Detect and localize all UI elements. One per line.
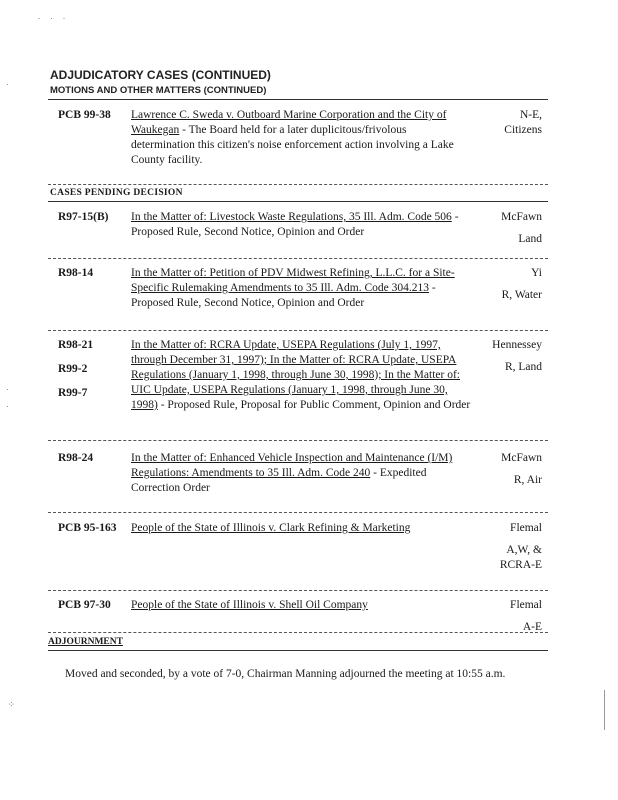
scan-speck: ⁘ (8, 700, 19, 709)
scan-speck: . . . (38, 12, 70, 21)
assignee: Yi (531, 267, 542, 279)
case-number-list (58, 598, 130, 622)
scan-speck: · (6, 402, 13, 411)
case-number-list (58, 521, 130, 545)
divider (48, 440, 548, 441)
divider (48, 258, 548, 259)
case-description (131, 210, 471, 240)
case-action: - The Board held for a later duplicitous/frivolous determination this citizen's noise enforcement action involving a Lake County facility. (131, 124, 454, 166)
section-heading-adjournment: ADJOURNMENT (48, 637, 123, 647)
case-description (131, 521, 471, 536)
case-category: R, Water (501, 289, 542, 301)
case-title: In the Matter of: Livestock Waste Regulations, 35 Ill. Adm. Code 506 (131, 211, 452, 223)
page-heading: ADJUDICATORY CASES (CONTINUED) (50, 68, 271, 82)
case-number-list (58, 266, 130, 290)
case-number-list (58, 108, 130, 132)
case-category: R, Land (504, 361, 542, 373)
divider (48, 184, 548, 185)
section-rule (48, 650, 548, 651)
scan-speck: · (6, 80, 13, 89)
case-title: In the Matter of: Enhanced Vehicle Inspection and Maintenance (I/M) Regulations: Amendments to 35 Ill. Adm. Code 240 (131, 452, 453, 479)
case-number: R98-24 (58, 452, 94, 464)
case-number-list (58, 338, 130, 410)
case-number: PCB 99-38 (58, 109, 111, 121)
assignee: N-E, (519, 109, 542, 121)
case-assignment (470, 266, 542, 303)
case-description (131, 598, 471, 613)
case-title: People of the State of Illinois v. Shell Oil Company (131, 599, 368, 611)
case-number-list (58, 210, 130, 234)
assignee: Flemal (510, 599, 542, 611)
case-description (131, 266, 471, 311)
case-number: R98-21 (58, 339, 94, 351)
case-assignment (470, 338, 542, 375)
case-number: R98-14 (58, 267, 94, 279)
case-number: R99-2 (58, 363, 88, 375)
case-category: A-E (522, 621, 542, 633)
case-assignment (470, 598, 542, 635)
case-title: In the Matter of: Petition of PDV Midwest Refining, L.L.C. for a Site-Specific Rulemaking Amendments to 35 Ill. Adm. Code 304.213 (131, 267, 455, 294)
case-title: In the Matter of: RCRA Update, USEPA Regulations (July 1, 1997, through December 31, 1997); In the Matter of: RCRA Update, USEPA Regulations (January 1, 1998, through June 30, 1998); In the Matter of: UIC Update, USEPA Regulations (January 1, 1998, through June 30, 1998) (131, 339, 460, 411)
case-action: - Proposed Rule, Second Notice, Opinion and Order (131, 211, 459, 238)
section-rule (48, 201, 548, 202)
case-number: PCB 97-30 (58, 599, 111, 611)
case-description (131, 108, 471, 168)
case-action: - Proposed Rule, Proposal for Public Comment, Opinion and Order (157, 399, 471, 411)
case-assignment (470, 521, 542, 573)
case-number-list (58, 451, 130, 475)
case-category: Citizens (504, 124, 542, 136)
case-category: Land (518, 233, 542, 245)
scan-edge-mark (604, 690, 605, 730)
case-number: R99-7 (58, 387, 88, 399)
case-assignment (470, 210, 542, 247)
case-description (131, 451, 471, 496)
closing-statement: Moved and seconded, by a vote of 7-0, Chairman Manning adjourned the meeting at 10:55 a.m. (65, 668, 506, 680)
page-subheading: MOTIONS AND OTHER MATTERS (CONTINUED) (50, 85, 267, 96)
assignee: McFawn (501, 452, 542, 464)
case-category: R, Air (513, 474, 542, 486)
case-title: Lawrence C. Sweda v. Outboard Marine Corporation and the City of Waukegan (131, 109, 447, 136)
case-assignment (470, 108, 542, 138)
case-action: - Expedited Correction Order (131, 467, 427, 494)
section-heading-pending: CASES PENDING DECISION (50, 188, 183, 198)
case-number: PCB 95-163 (58, 522, 117, 534)
case-category: A,W, & RCRA-E (499, 544, 542, 571)
header-rule (48, 99, 548, 100)
case-assignment (470, 451, 542, 488)
case-description (131, 338, 471, 413)
assignee: McFawn (501, 211, 542, 223)
scan-speck: · (6, 385, 13, 394)
divider (48, 330, 548, 331)
assignee: Hennessey (492, 339, 542, 351)
case-title: People of the State of Illinois v. Clark Refining & Marketing (131, 522, 411, 534)
divider (48, 590, 548, 591)
divider (48, 632, 548, 633)
case-number: R97-15(B) (58, 211, 109, 223)
case-action: - Proposed Rule, Second Notice, Opinion and Order (131, 282, 436, 309)
assignee: Flemal (510, 522, 542, 534)
divider (48, 512, 548, 513)
